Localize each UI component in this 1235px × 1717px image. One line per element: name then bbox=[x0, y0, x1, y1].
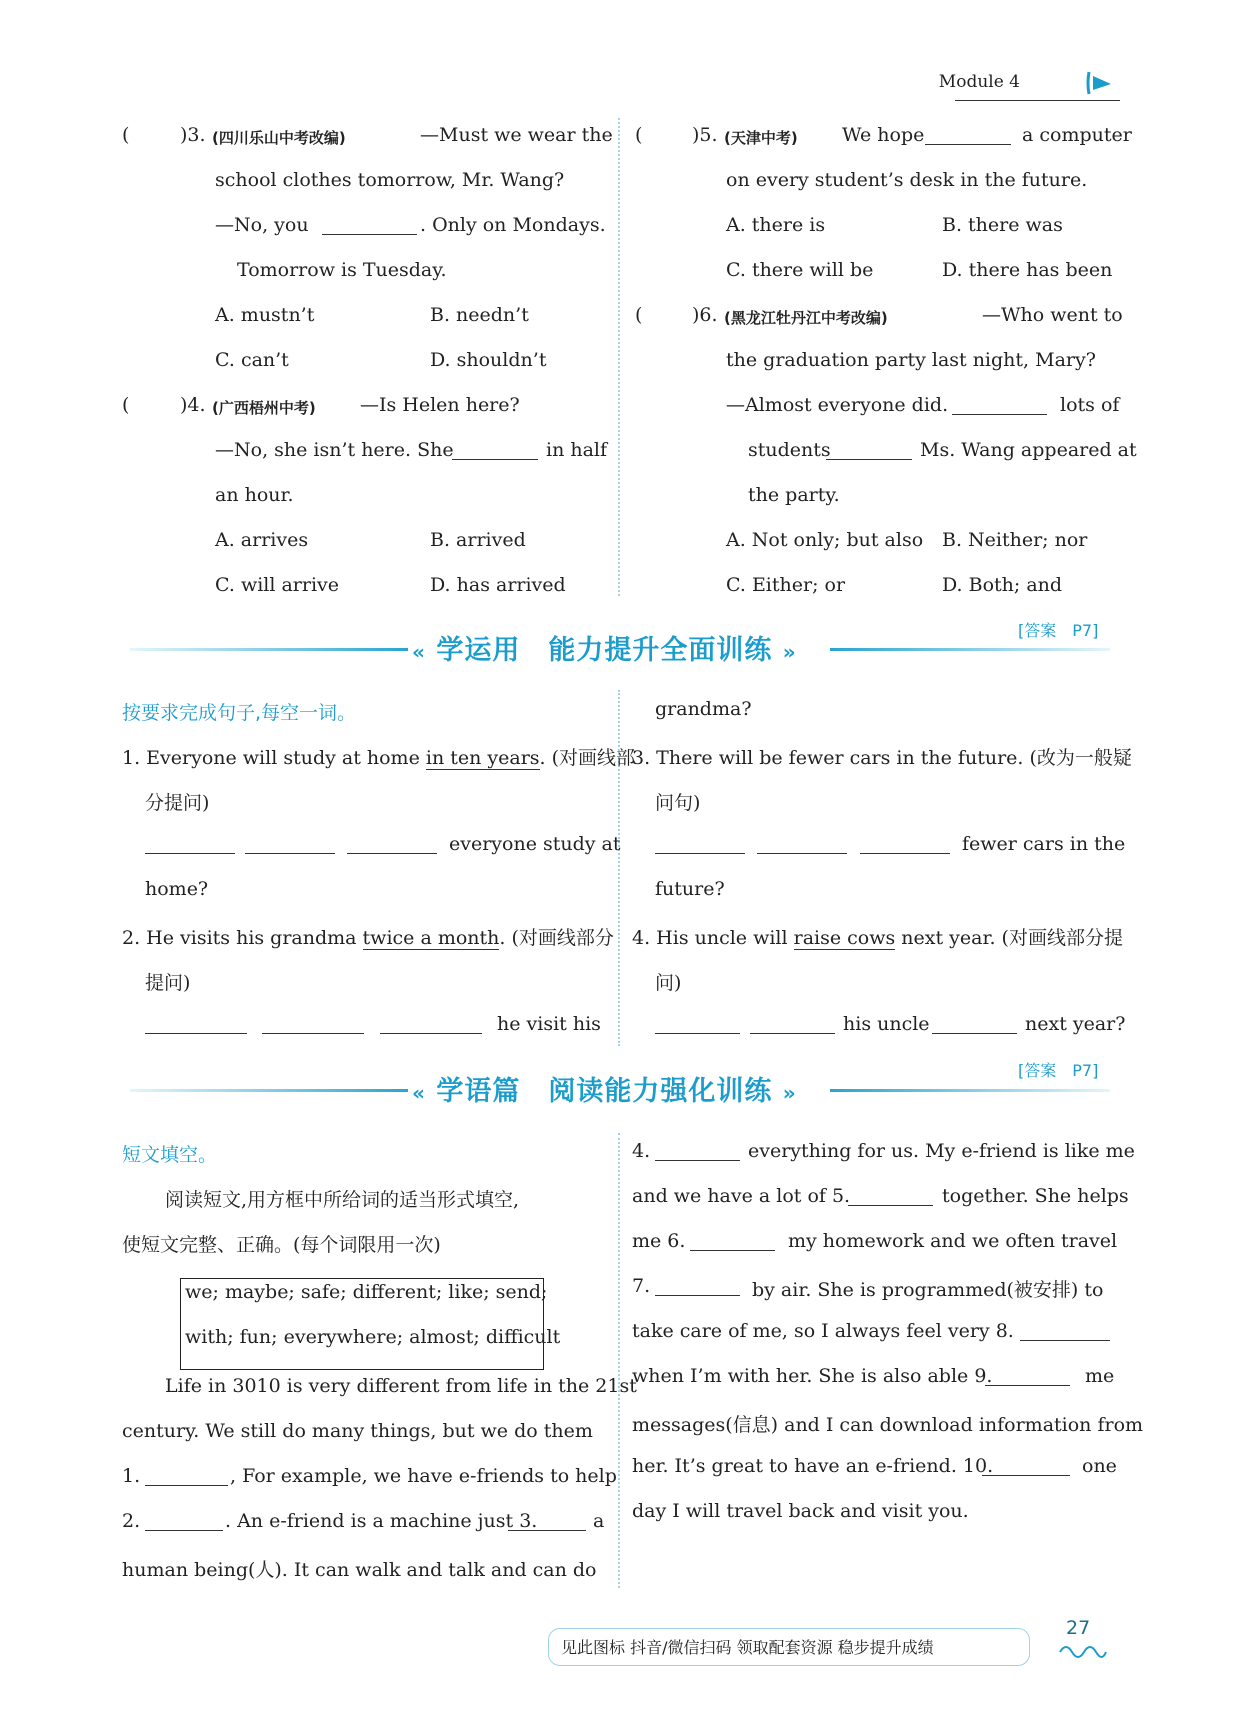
option-a: A. there is bbox=[726, 214, 826, 236]
question-source: (广西梧州中考) bbox=[212, 399, 316, 417]
answer-blank[interactable] bbox=[860, 835, 950, 854]
option-c: C. will arrive bbox=[215, 574, 340, 596]
answer-ref[interactable]: [答案 P7] bbox=[1018, 1061, 1099, 1080]
column-divider bbox=[618, 1133, 620, 1588]
answer-blank[interactable] bbox=[245, 835, 335, 854]
arrow-logo-icon bbox=[1085, 70, 1113, 96]
answer-blank[interactable] bbox=[655, 835, 745, 854]
answer-blank[interactable] bbox=[982, 1457, 1070, 1476]
option-b: B. Neither; nor bbox=[942, 529, 1088, 551]
option-b: B. there was bbox=[942, 214, 1063, 236]
answer-blank[interactable] bbox=[452, 441, 538, 460]
answer-blank[interactable] bbox=[380, 1015, 482, 1034]
column-divider bbox=[618, 118, 620, 596]
option-c: C. can’t bbox=[215, 349, 289, 371]
answer-blank[interactable] bbox=[985, 1367, 1070, 1386]
section-title: 学运用 能力提升全面训练 bbox=[436, 635, 773, 666]
option-a: A. mustn’t bbox=[215, 304, 315, 326]
answer-blank[interactable] bbox=[1020, 1322, 1110, 1341]
option-c: C. Either; or bbox=[726, 574, 846, 596]
underlined-phrase: in ten years bbox=[425, 747, 540, 769]
part-instruction: 按要求完成句子,每空一词。 bbox=[122, 702, 357, 724]
answer-blank[interactable] bbox=[508, 1512, 586, 1531]
option-a: A. arrives bbox=[215, 529, 309, 551]
answer-blank[interactable] bbox=[757, 835, 847, 854]
question-source: (天津中考) bbox=[724, 129, 798, 147]
answer-blank[interactable] bbox=[952, 396, 1047, 415]
answer-blank[interactable] bbox=[655, 1277, 740, 1296]
option-d: D. shouldn’t bbox=[430, 349, 547, 371]
chevron-right-icon: » bbox=[782, 1081, 797, 1105]
answer-blank[interactable] bbox=[925, 126, 1011, 145]
option-c: C. there will be bbox=[726, 259, 874, 281]
chevron-left-icon: « bbox=[412, 640, 426, 664]
section-title: 学语篇 阅读能力强化训练 bbox=[436, 1076, 773, 1107]
answer-blank[interactable] bbox=[145, 835, 235, 854]
option-d: D. has arrived bbox=[430, 574, 566, 596]
word-box-line: we; maybe; safe; different; like; send; bbox=[185, 1281, 548, 1303]
section-banner bbox=[130, 1067, 1110, 1107]
answer-blank[interactable] bbox=[690, 1232, 775, 1251]
answer-blank[interactable] bbox=[322, 216, 417, 235]
answer-blank[interactable] bbox=[262, 1015, 364, 1034]
answer-blank[interactable] bbox=[145, 1467, 228, 1486]
answer-blank[interactable] bbox=[145, 1015, 247, 1034]
word-box-line: with; fun; everywhere; almost; difficult bbox=[185, 1326, 561, 1348]
footer-banner bbox=[548, 1628, 1030, 1666]
answer-blank[interactable] bbox=[848, 1187, 933, 1206]
section-banner bbox=[130, 626, 1110, 666]
chevron-right-icon: » bbox=[782, 640, 797, 664]
answer-blank[interactable] bbox=[655, 1142, 740, 1161]
answer-blank[interactable] bbox=[932, 1015, 1017, 1034]
option-d: D. there has been bbox=[942, 259, 1113, 281]
question-source: (四川乐山中考改编) bbox=[212, 129, 346, 147]
option-d: D. Both; and bbox=[942, 574, 1063, 596]
answer-blank[interactable] bbox=[347, 835, 437, 854]
footer-text: 见此图标 抖音/微信扫码 领取配套资源 稳步提升成绩 bbox=[561, 1638, 934, 1657]
chevron-left-icon: « bbox=[412, 1081, 426, 1105]
question-source: (黑龙江牡丹江中考改编) bbox=[724, 309, 888, 327]
underlined-phrase: raise cows bbox=[793, 927, 896, 949]
answer-blank[interactable] bbox=[826, 441, 912, 460]
wave-decoration-icon bbox=[1058, 1640, 1108, 1660]
option-b: B. arrived bbox=[430, 529, 526, 551]
option-b: B. needn’t bbox=[430, 304, 529, 326]
part-heading: 短文填空。 bbox=[122, 1144, 218, 1166]
option-a: A. Not only; but also bbox=[726, 529, 924, 551]
answer-blank[interactable] bbox=[145, 1512, 223, 1531]
header-rule bbox=[955, 100, 1120, 101]
module-label: Module 4 bbox=[938, 72, 1020, 92]
answer-ref[interactable]: [答案 P7] bbox=[1018, 621, 1099, 640]
page-number: 27 bbox=[1066, 1617, 1091, 1639]
underlined-phrase: twice a month bbox=[362, 927, 500, 949]
answer-blank[interactable] bbox=[655, 1015, 740, 1034]
answer-blank[interactable] bbox=[750, 1015, 835, 1034]
